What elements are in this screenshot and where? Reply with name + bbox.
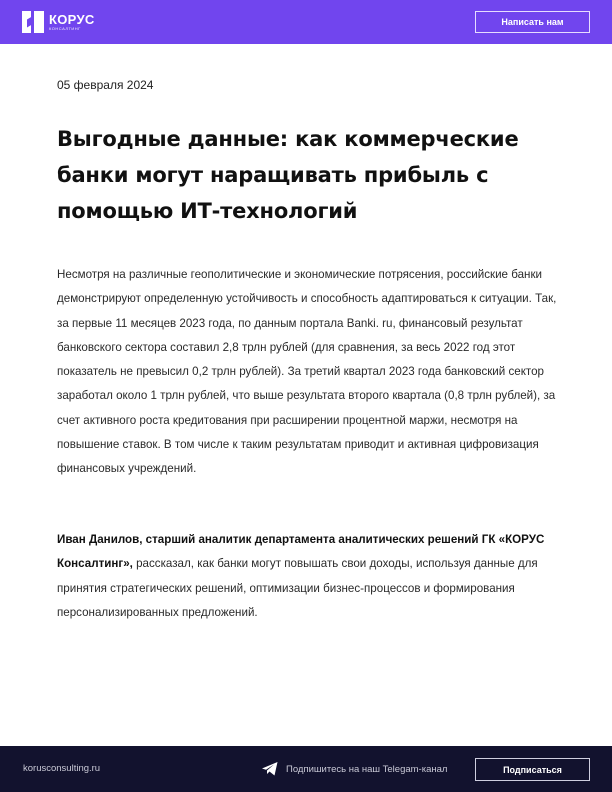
article-title: Выгодные данные: как коммерческие банки могут наращивать прибыль с помощью ИТ-технологий [57, 127, 519, 223]
expert-attribution: Иван Данилов, старший аналитик департамента аналитических решений ГК «КОРУС Консалтинг», [57, 533, 545, 571]
logo-subtitle: КОНСАЛТИНГ [49, 25, 81, 31]
telegram-icon [262, 762, 278, 776]
subscribe-button[interactable]: Подписаться [475, 758, 590, 781]
article-date: 05 февраля 2024 [57, 78, 154, 92]
write-us-button[interactable]: Написать нам [475, 11, 590, 33]
paragraph-2-text: рассказал, как банки могут повышать свои доходы, используя данные для принятия стратегических решений, оптимизации бизнес-процессов и формирования персонализированных предложений. [57, 557, 538, 619]
footer [0, 746, 612, 792]
logo-mark-icon [22, 11, 44, 33]
logo-title: КОРУС [49, 11, 95, 27]
telegram-promo[interactable] [262, 762, 447, 776]
telegram-text: Подпишитесь на наш Telegam-канал [286, 763, 448, 775]
header [0, 0, 612, 44]
article-paragraph-2 [57, 528, 557, 625]
site-link[interactable]: korusconsulting.ru [23, 763, 101, 774]
logo[interactable] [22, 11, 95, 33]
article-paragraph-1: Несмотря на различные геополитические и экономические потрясения, российские банки демонстрируют определенную устойчивость и способность адаптироваться к ситуации. Так, за первые 11 месяцев 2023 года, по данным портала Banki. ru, финансовый результат банковского сектора составил 2,8 трлн рублей (для сравнения, за весь 2022 год этот показатель не превысил 0,2 трлн рублей). За третий квартал 2023 года банковский сектор заработал около 1 трлн рублей, что выше результата второго квартала (0,8 трлн рублей), за счет активного роста кредитования при расширении процентной маржи, несмотря на повышение ставок. В том числе к таким результатам приводит и активная цифровизация финансовых учреждений. [57, 268, 557, 476]
